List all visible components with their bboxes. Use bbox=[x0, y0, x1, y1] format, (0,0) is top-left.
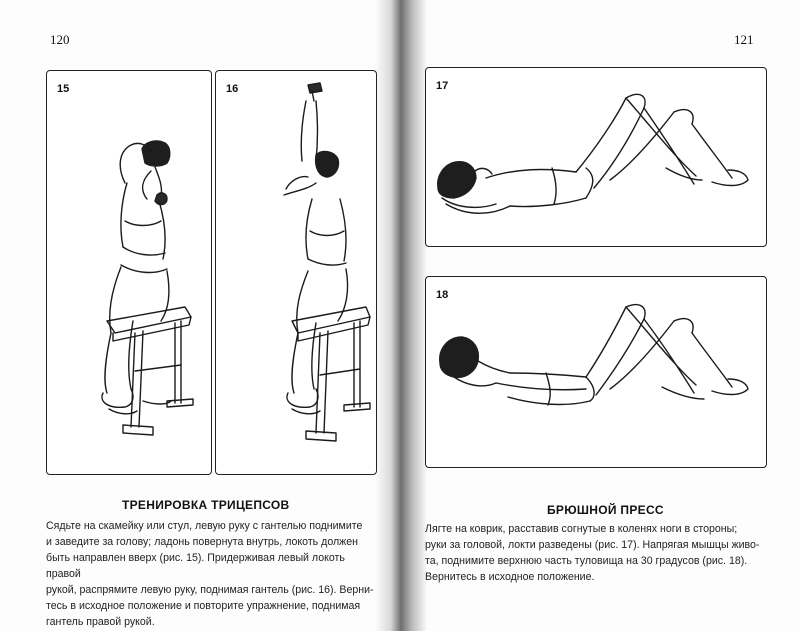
left-section-title: ТРЕНИРОВКА ТРИЦЕПСОВ bbox=[122, 498, 290, 512]
left-body-line: гантель правой рукой. bbox=[46, 616, 155, 628]
figure-18-panel bbox=[425, 276, 767, 468]
right-page-number: 121 bbox=[734, 32, 754, 47]
left-page-number: 120 bbox=[50, 32, 70, 47]
left-body-line: быть направлен вверх (рис. 15). Придерживая левый локоть правой bbox=[46, 552, 345, 580]
crunch-lift-illustration bbox=[426, 277, 766, 467]
figure-17-label: 17 bbox=[436, 80, 449, 92]
triceps-start-illustration bbox=[47, 71, 211, 474]
book-gutter bbox=[375, 0, 427, 631]
figure-15-label: 15 bbox=[57, 83, 70, 95]
left-body-line: и заведите за голову; ладонь повернута внутрь, локоть должен bbox=[46, 536, 358, 548]
left-body-line: Сядьте на скамейку или стул, левую руку с гантелью поднимите bbox=[46, 520, 363, 532]
figure-17-panel bbox=[425, 67, 767, 247]
right-body-line: Вернитесь в исходное положение. bbox=[425, 571, 595, 583]
right-body-line: та, поднимите верхнюю часть туловища на 30 градусов (рис. 18). bbox=[425, 555, 748, 567]
figure-16-panel bbox=[215, 70, 377, 475]
crunch-start-illustration bbox=[426, 68, 766, 246]
triceps-extension-illustration bbox=[216, 71, 376, 474]
right-section-title: БРЮШНОЙ ПРЕСС bbox=[547, 503, 664, 517]
left-body-text bbox=[46, 518, 378, 630]
right-body-line: руки за головой, локти разведены (рис. 17). Напрягая мышцы живо- bbox=[425, 539, 760, 551]
figure-15-panel bbox=[46, 70, 212, 475]
figure-16-label: 16 bbox=[226, 83, 239, 95]
left-body-line: рукой, распрямите левую руку, поднимая гантель (рис. 16). Верни- bbox=[46, 584, 374, 596]
left-body-line: тесь в исходное положение и повторите упражнение, поднимая bbox=[46, 600, 361, 612]
right-body-line: Лягте на коврик, расставив согнутые в коленях ноги в стороны; bbox=[425, 523, 738, 535]
right-body-text bbox=[425, 521, 770, 585]
figure-18-label: 18 bbox=[436, 289, 449, 301]
